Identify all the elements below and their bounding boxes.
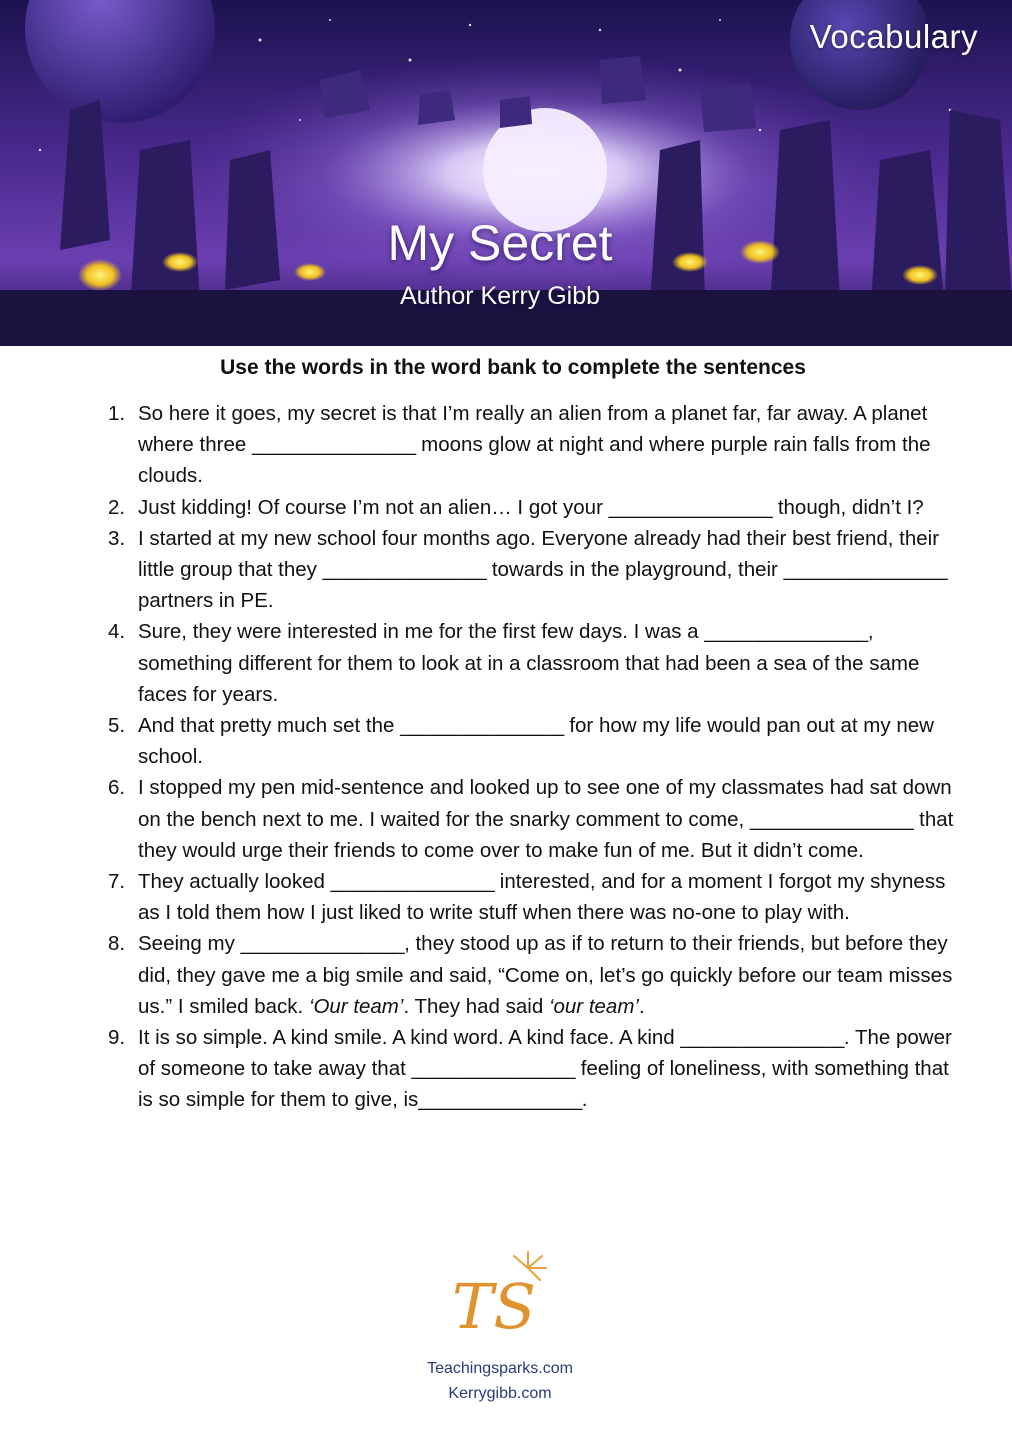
fill-in-blank[interactable]: _______________ bbox=[400, 714, 564, 738]
sentence-text: . The power of someone to take away that bbox=[138, 1026, 952, 1081]
fill-in-blank[interactable]: _______________ bbox=[749, 807, 914, 831]
sentence-text: . bbox=[581, 1088, 588, 1112]
sentence-item bbox=[108, 523, 958, 617]
sentence-text: , something different for them to look at in a classroom that had been a sea of the same faces for years. bbox=[138, 620, 920, 706]
sparkle-icon bbox=[450, 1246, 560, 1336]
sentence-number: 8. bbox=[108, 932, 126, 956]
fill-in-blank[interactable]: _______________ bbox=[680, 1026, 844, 1050]
fill-in-blank[interactable]: _______________ bbox=[240, 932, 405, 956]
sentence-item bbox=[108, 928, 958, 1022]
category-label: Vocabulary bbox=[809, 18, 978, 55]
fill-in-blank[interactable]: _______________ bbox=[251, 433, 416, 457]
sentence-number: 4. bbox=[108, 620, 126, 644]
sentence-number: 7. bbox=[108, 870, 126, 894]
author-line: Author Kerry Gibb bbox=[399, 282, 601, 310]
emphasis-text: ‘Our team’ bbox=[308, 994, 404, 1018]
sentence-item bbox=[108, 616, 958, 710]
sentence-number: 9. bbox=[108, 1026, 126, 1050]
logo-letters: TS bbox=[452, 1270, 536, 1336]
fill-in-blank[interactable]: _______________ bbox=[322, 558, 487, 582]
sentence-number: 2. bbox=[108, 495, 126, 519]
emphasis-text: ‘our team’ bbox=[548, 994, 639, 1018]
sentence-text: They actually looked bbox=[138, 870, 331, 894]
sentence-text: So here it goes, my secret is that I’m really an alien from a planet far, far away. A planet where three bbox=[138, 402, 928, 457]
sentence-text: Just kidding! Of course I’m not an alien… I got your bbox=[138, 495, 609, 519]
sentence-text: for how my life would pan out at my new school. bbox=[138, 714, 934, 769]
fill-in-blank[interactable]: _______________ bbox=[330, 870, 495, 894]
fill-in-blank[interactable]: _______________ bbox=[418, 1088, 582, 1112]
sentence-item bbox=[108, 710, 958, 772]
sentence-item bbox=[108, 866, 958, 928]
sentence-text: . They had said bbox=[403, 994, 549, 1018]
instruction-heading: Use the words in the word bank to complete the sentences bbox=[220, 356, 806, 379]
sentence-text: I stopped my pen mid-sentence and looked up to see one of my classmates had sat down on the bench next to me. I waited for the snarky comment to come, bbox=[138, 776, 952, 831]
sentence-text: interested, and for a moment I forgot my shyness as I told them how I just liked to write stuff when there was no-one to play with. bbox=[138, 870, 946, 925]
sentence-number: 1. bbox=[108, 402, 126, 425]
sentence-text: I started at my new school four months ago. Everyone already had their best friend, their little group that they bbox=[138, 526, 940, 582]
fill-in-blank[interactable]: _______________ bbox=[608, 495, 773, 519]
sentence-number: 5. bbox=[108, 714, 126, 738]
sentence-text: partners in PE. bbox=[138, 589, 274, 613]
sentence-item bbox=[108, 772, 958, 866]
fill-in-blank[interactable]: _______________ bbox=[783, 558, 948, 582]
fill-in-blank[interactable]: _______________ bbox=[704, 620, 868, 644]
sentence-list bbox=[108, 398, 958, 1116]
sentence-text: feeling of loneliness, with something that is so simple for them to give, is bbox=[138, 1057, 949, 1112]
sentence-item bbox=[108, 398, 958, 492]
sentence-text: though, didn’t I? bbox=[772, 495, 924, 519]
sentence-number: 6. bbox=[108, 776, 126, 800]
sentence-text: moons glow at night and where purple rain falls from the clouds. bbox=[138, 433, 931, 488]
sentence-text: Seeing my bbox=[138, 932, 241, 956]
sentence-item bbox=[108, 1022, 958, 1116]
sentence-text: , they stood up as if to return to their friends, but before they did, they gave me a big smile and said, “Come on, let’s go quickly before our team misses us.” I smiled back. bbox=[138, 932, 953, 1018]
sentence-text: Sure, they were interested in me for the first few days. I was a bbox=[138, 620, 705, 644]
sentence-number: 3. bbox=[108, 526, 126, 550]
sentence-item bbox=[108, 492, 958, 523]
teachingsparks-logo bbox=[450, 1246, 560, 1336]
story-title: My Secret bbox=[387, 215, 613, 271]
footer-link-teachingsparks[interactable]: Teachingsparks.com bbox=[427, 1360, 573, 1377]
sentence-text: that they would urge their friends to come over to make fun of me. But it didn’t come. bbox=[138, 807, 954, 862]
header-banner bbox=[0, 0, 1012, 346]
fill-in-blank[interactable]: _______________ bbox=[411, 1057, 576, 1081]
sentence-text: . bbox=[638, 994, 645, 1018]
sentence-text: And that pretty much set the bbox=[138, 714, 401, 738]
footer-link-kerrygibb[interactable]: Kerrygibb.com bbox=[448, 1385, 552, 1402]
sentence-text: towards in the playground, their bbox=[486, 558, 784, 582]
sentence-text: It is so simple. A kind smile. A kind word. A kind face. A kind bbox=[138, 1026, 681, 1050]
